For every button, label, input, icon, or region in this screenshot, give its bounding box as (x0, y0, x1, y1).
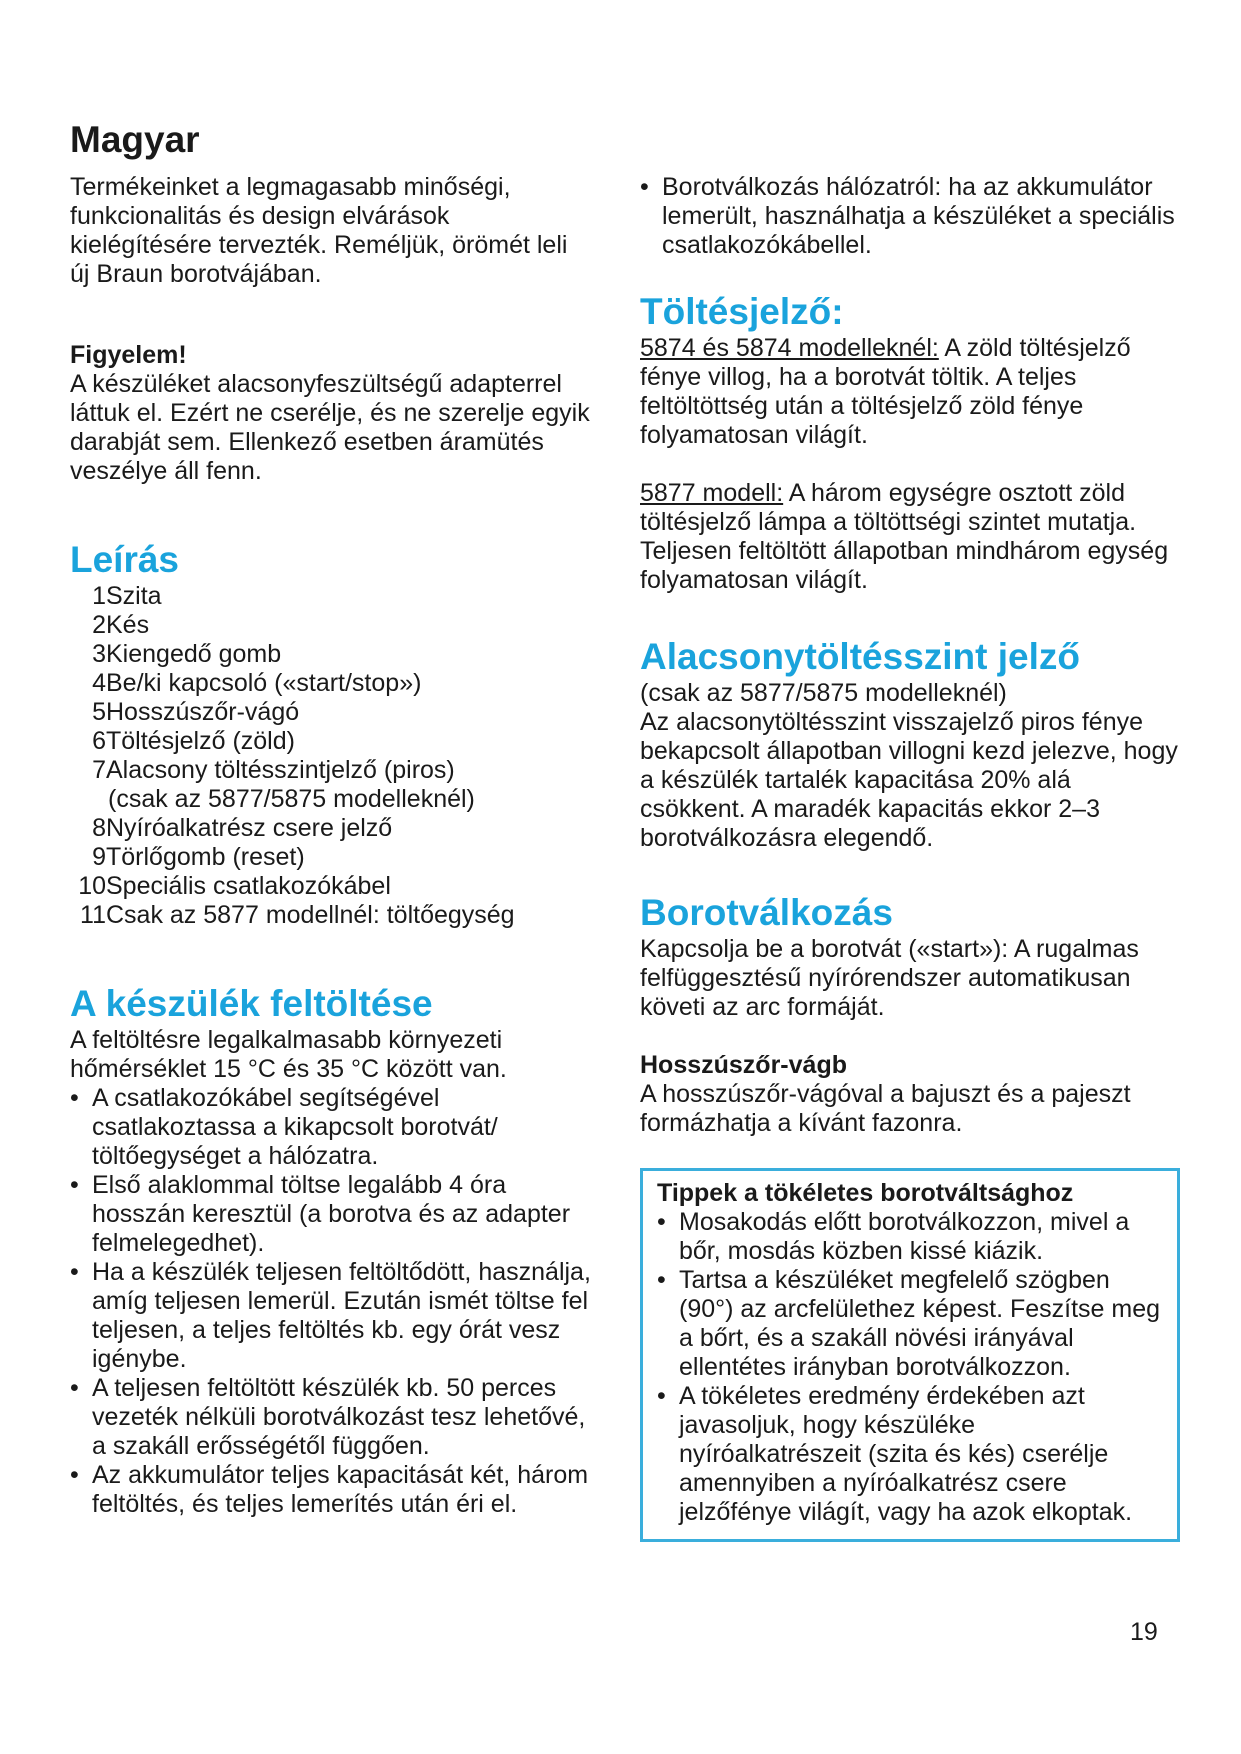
trimmer-heading: Hosszúszőr-vágb (640, 1051, 847, 1079)
charging-bullet: • Első alaklommal töltse legalább 4 óra hosszán keresztül (a borotva és az adapter felmelegedhet). (70, 1171, 600, 1258)
parts-list-text: Hosszúszőr-vágó (106, 698, 300, 726)
parts-list-text: Töltésjelző (zöld) (106, 727, 295, 755)
intro-paragraph: Termékeinket a legmagasabb minőségi, funkcionalitás és design elvárások kielégítésére tervezték. Reméljük, örömét leli új Braun borotvájában. (70, 173, 568, 288)
parts-list-text: Törlőgomb (reset) (106, 843, 305, 871)
charge-indicator-heading: Töltésjelző: (640, 291, 844, 332)
parts-list-number: 7 (92, 756, 106, 784)
parts-list-text: Szita (106, 582, 162, 610)
charging-bullet: • Az akkumulátor teljes kapacitását két, három feltöltés, és teljes lemerítés után éri el. (70, 1461, 600, 1519)
shaving-section (640, 891, 1180, 1138)
parts-list-item (70, 640, 615, 669)
parts-list-number: 3 (92, 640, 106, 668)
parts-list-text: Nyíróalkatrész csere jelző (106, 814, 393, 842)
low-charge-text1: (csak az 5877/5875 modelleknél) (640, 679, 1007, 707)
parts-list-item (70, 814, 615, 843)
parts-list-number: 5 (92, 698, 106, 726)
warning-section (70, 341, 615, 486)
description-heading: Leírás (70, 539, 180, 580)
warning-text: A készüléket alacsonyfeszültségű adapterrel láttuk el. Ezért ne cserélje, és ne szerelje egyik darabját sem. Ellenkező esetben áramütés veszélye áll fenn. (70, 370, 590, 485)
charging-section (70, 982, 615, 1519)
parts-list-item (70, 901, 615, 930)
parts-list-item (70, 727, 615, 756)
model-5874-label: 5874 és 5874 modelleknél: (640, 334, 939, 362)
parts-list-item (70, 669, 615, 698)
charging-bullet: • Ha a készülék teljesen feltöltődött, használja, amíg teljesen lemerül. Ezután ismét töltse fel teljesen, a teljes feltöltés kb. egy órát vesz igénybe. (70, 1258, 600, 1374)
parts-list-text: Be/ki kapcsoló («start/stop») (106, 669, 422, 697)
tips-bullets (657, 1208, 1163, 1527)
parts-list-item (70, 872, 615, 901)
warning-heading: Figyelem! (70, 341, 187, 369)
right-column (640, 173, 1180, 1542)
parts-list-text: Kiengedő gomb (106, 640, 282, 668)
mains-bullets (640, 173, 1180, 260)
tips-heading: Tippek a tökéletes borotváltsághoz (657, 1179, 1074, 1207)
tips-bullet: • A tökéletes eredmény érdekében azt javasoljuk, hogy készüléke nyíróalkatrészeit (szita és kés) cserélje amennyiben a nyíróalkatrész csere jelzőfénye világít, vagy ha azok elkoptak. (657, 1382, 1163, 1527)
parts-list-item (70, 756, 615, 785)
parts-list-item (70, 698, 615, 727)
parts-list (70, 582, 615, 930)
parts-list-number: 11 (80, 901, 106, 929)
parts-list-item (70, 611, 615, 640)
parts-list-item (70, 785, 615, 814)
charge-indicator-p2 (640, 479, 1180, 595)
charging-bullet: • A csatlakozókábel segítségével csatlakoztassa a kikapcsolt borotvát/ töltőegységet a hálózatra. (70, 1084, 600, 1171)
tips-bullet: • Mosakodás előtt borotválkozzon, mivel a bőr, mosdás közben kissé kiázik. (657, 1208, 1163, 1266)
left-column (70, 173, 615, 1519)
parts-list-number: 1 (92, 582, 106, 610)
parts-list-item (70, 843, 615, 872)
parts-list-item (70, 582, 615, 611)
parts-list-number: 8 (92, 814, 106, 842)
parts-list-text: Alacsony töltésszintjelző (piros) (106, 756, 455, 784)
charging-intro: A feltöltésre legalkalmasabb környezeti hőmérséklet 15 °C és 35 °C között van. (70, 1026, 507, 1083)
parts-list-number: 9 (92, 843, 106, 871)
parts-list-number: 10 (78, 872, 106, 900)
tips-box (640, 1168, 1180, 1542)
low-charge-heading: Alacsonytöltésszint jelző (640, 636, 1080, 677)
charging-bullet: • A teljesen feltöltött készülék kb. 50 perces vezeték nélküli borotválkozást tesz lehetővé, a szakáll erősségétől függően. (70, 1374, 600, 1461)
page-number: 19 (1130, 1618, 1158, 1646)
charging-bullets (70, 1084, 600, 1519)
charge-indicator-p1-cont: A teljes feltöltöttség után a töltésjelző zöld fénye folyamatosan világít. (640, 363, 1084, 449)
parts-list-text: (csak az 5877/5875 modelleknél) (108, 785, 475, 813)
parts-list-number: 4 (92, 669, 106, 697)
parts-list-text: Kés (106, 611, 150, 639)
charge-indicator-section (640, 290, 1180, 595)
charging-heading: A készülék feltöltése (70, 983, 433, 1024)
mains-bullet: • Borotválkozás hálózatról: ha az akkumulátor lemerült, használhatja a készüléket a speciális csatlakozókábellel. (640, 173, 1180, 260)
tips-bullet: • Tartsa a készüléket megfelelő szögben (90°) az arcfelülethez képest. Feszítse meg a bőrt, és a szakáll növési irányával ellentétes irányban borotválkozzon. (657, 1266, 1163, 1382)
parts-list-number (70, 785, 106, 814)
parts-list-text: Csak az 5877 modellnél: töltőegység (106, 901, 515, 929)
low-charge-text2: Az alacsonytöltésszint visszajelző piros fénye bekapcsolt állapotban villogni kezd jelezve, hogy a készülék tartalék kapacitása 20% alá csökkent. A maradék kapacitás ekkor 2–3 borotválkozásra elegendő. (640, 708, 1178, 852)
charge-indicator-p2-text: A három egységre osztott zöld töltésjelző lámpa a töltöttségi szintet mutatja. Teljesen feltöltött állapotban mindhárom egység folyamatosan világít. (640, 479, 1169, 594)
page-title: Magyar (70, 119, 200, 160)
trimmer-text: A hosszúszőr-vágóval a bajuszt és a pajeszt formázhatja a kívánt fazonra. (640, 1080, 1131, 1137)
parts-list-number: 2 (92, 611, 106, 639)
description-section (70, 538, 615, 930)
parts-list-number: 6 (92, 727, 106, 755)
low-charge-section (640, 635, 1180, 853)
shaving-text: Kapcsolja be a borotvát («start»): A rugalmas felfüggesztésű nyírórendszer automatikusan követi az arc formáját. (640, 935, 1139, 1021)
shaving-heading: Borotválkozás (640, 892, 893, 933)
charge-indicator-p1 (640, 334, 1180, 450)
model-5877-label: 5877 modell: (640, 479, 784, 507)
charge-indicator-p1-text: A zöld töltésjelző fénye villog, ha a borotvát töltik. (640, 334, 1131, 391)
parts-list-text: Speciális csatlakozókábel (106, 872, 391, 900)
